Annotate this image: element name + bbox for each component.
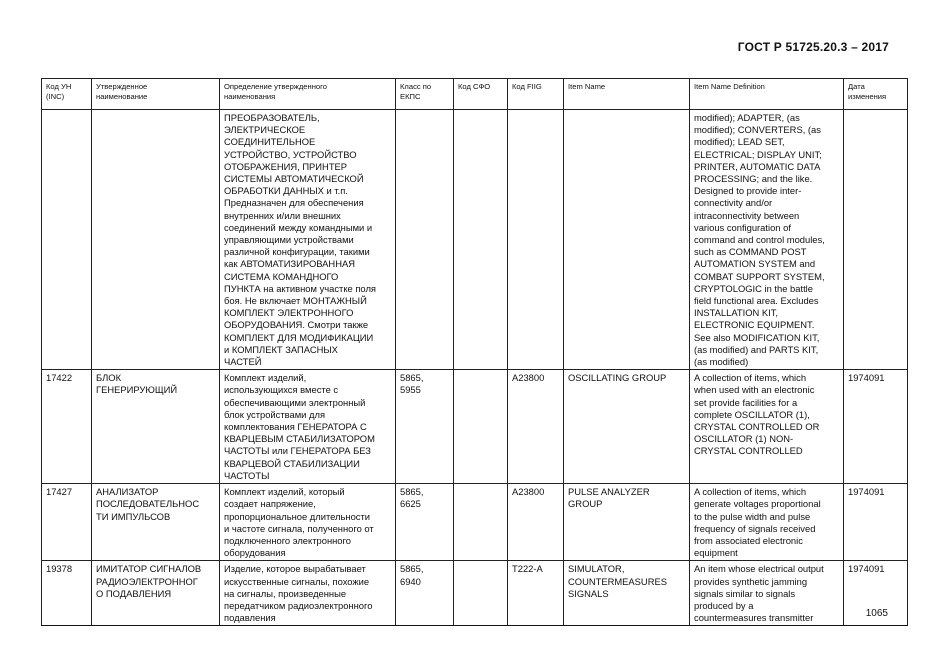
cell-fiig: A23800	[508, 370, 564, 484]
cell-class: 5865, 5955	[396, 370, 454, 484]
column-header-approved-name: Утвержденное наименование	[92, 79, 220, 110]
table-row	[42, 110, 908, 370]
classification-table	[41, 78, 908, 626]
cell-sfo	[454, 370, 508, 484]
column-header-item-name: Item Name	[564, 79, 690, 110]
cell-item-name-definition: modified); ADAPTER, (as modified); CONVERTERS, (as modified); LEAD SET, ELECTRICAL; DISPLAY UNIT; PRINTER, AUTOMATIC DATA PROCESSING; and the like. Designed to provide inter- connectivity and/or intraconnectivity between various configuration of command and control modules, such as COMMAND POST AUTOMATION SYSTEM and COMBAT SUPPORT SYSTEM, CRYPTOLOGIC in the battle field functional area. Excludes INSTALLATION KIT, ELECTRONIC EQUIPMENT. See also MODIFICATION KIT, (as modified) and PARTS KIT, (as modified)	[690, 110, 844, 370]
cell-inc	[42, 110, 92, 370]
cell-approved-name: БЛОК ГЕНЕРИРУЮЩИЙ	[92, 370, 220, 484]
table-header-row	[42, 79, 908, 110]
cell-fiig: T222-A	[508, 561, 564, 626]
column-header-definition: Определение утвержденного наименования	[220, 79, 396, 110]
cell-fiig	[508, 110, 564, 370]
cell-item-name-definition: An item whose electrical output provides synthetic jamming signals similar to signals produced by a countermeasures transmitter	[690, 561, 844, 626]
cell-item-name: SIMULATOR, COUNTERMEASURES SIGNALS	[564, 561, 690, 626]
cell-definition: Комплект изделий, который создает напряжение, пропорциональное длительности и частоте сигнала, полученного от подключенного электронного оборудования	[220, 484, 396, 561]
cell-class	[396, 110, 454, 370]
table-row	[42, 484, 908, 561]
document-header: ГОСТ Р 51725.20.3 – 2017	[737, 40, 889, 54]
cell-definition: Изделие, которое вырабатывает искусственные сигналы, похожие на сигналы, произведенные передатчиком радиоэлектронного подавления	[220, 561, 396, 626]
cell-change-date	[844, 110, 908, 370]
cell-fiig: A23800	[508, 484, 564, 561]
cell-item-name	[564, 110, 690, 370]
cell-item-name-definition: A collection of items, which generate voltages proportional to the pulse width and pulse frequency of signals received from associated electronic equipment	[690, 484, 844, 561]
column-header-fiig: Код FIIG	[508, 79, 564, 110]
cell-approved-name: АНАЛИЗАТОР ПОСЛЕДОВАТЕЛЬНОС ТИ ИМПУЛЬСОВ	[92, 484, 220, 561]
cell-item-name: OSCILLATING GROUP	[564, 370, 690, 484]
cell-inc: 17427	[42, 484, 92, 561]
cell-change-date: 1974091	[844, 561, 908, 626]
cell-sfo	[454, 484, 508, 561]
cell-approved-name: ИМИТАТОР СИГНАЛОВ РАДИОЭЛЕКТРОННОГ О ПОДАВЛЕНИЯ	[92, 561, 220, 626]
table-row	[42, 370, 908, 484]
table-row	[42, 561, 908, 626]
cell-class: 5865, 6625	[396, 484, 454, 561]
cell-approved-name	[92, 110, 220, 370]
cell-inc: 19378	[42, 561, 92, 626]
cell-definition: Комплект изделий, использующихся вместе с обеспечивающими электронный блок устройствами для комплектования ГЕНЕРАТОРА С КВАРЦЕВЫМ СТАБИЛИЗАТОРОМ ЧАСТОТЫ или ГЕНЕРАТОРА БЕЗ КВАРЦЕВОЙ СТАБИЛИЗАЦИИ ЧАСТОТЫ	[220, 370, 396, 484]
cell-class: 5865, 6940	[396, 561, 454, 626]
cell-change-date: 1974091	[844, 484, 908, 561]
cell-sfo	[454, 110, 508, 370]
cell-item-name-definition: A collection of items, which when used with an electronic set provide facilities for a complete OSCILLATOR (1), CRYSTAL CONTROLLED OR OSCILLATOR (1) NON- CRYSTAL CONTROLLED	[690, 370, 844, 484]
cell-sfo	[454, 561, 508, 626]
cell-change-date: 1974091	[844, 370, 908, 484]
column-header-item-name-definition: Item Name Definition	[690, 79, 844, 110]
cell-definition: ПРЕОБРАЗОВАТЕЛЬ, ЭЛЕКТРИЧЕСКОЕ СОЕДИНИТЕЛЬНОЕ УСТРОЙСТВО, УСТРОЙСТВО ОТОБРАЖЕНИЯ, ПРИНТЕР СИСТЕМЫ АВТОМАТИЧЕСКОЙ ОБРАБОТКИ ДАННЫХ и т.п. Предназначен для обеспечения внутренних и/или внешних соединений между командными и управляющими устройствами различной конфигурации, такими как АВТОМАТИЗИРОВАННАЯ СИСТЕМА КОМАНДНОГО ПУНКТА на активном участке поля боя. Не включает МОНТАЖНЫЙ КОМПЛЕКТ ЭЛЕКТРОННОГО ОБОРУДОВАНИЯ. Смотри также КОМПЛЕКТ ДЛЯ МОДИФИКАЦИИ и КОМПЛЕКТ ЗАПАСНЫХ ЧАСТЕЙ	[220, 110, 396, 370]
column-header-class: Класс по ЕКПС	[396, 79, 454, 110]
column-header-change-date: Дата изменения	[844, 79, 908, 110]
cell-item-name: PULSE ANALYZER GROUP	[564, 484, 690, 561]
column-header-sfo: Код СФО	[454, 79, 508, 110]
cell-inc: 17422	[42, 370, 92, 484]
page-number: 1065	[865, 608, 888, 619]
column-header-inc: Код УН (INC)	[42, 79, 92, 110]
